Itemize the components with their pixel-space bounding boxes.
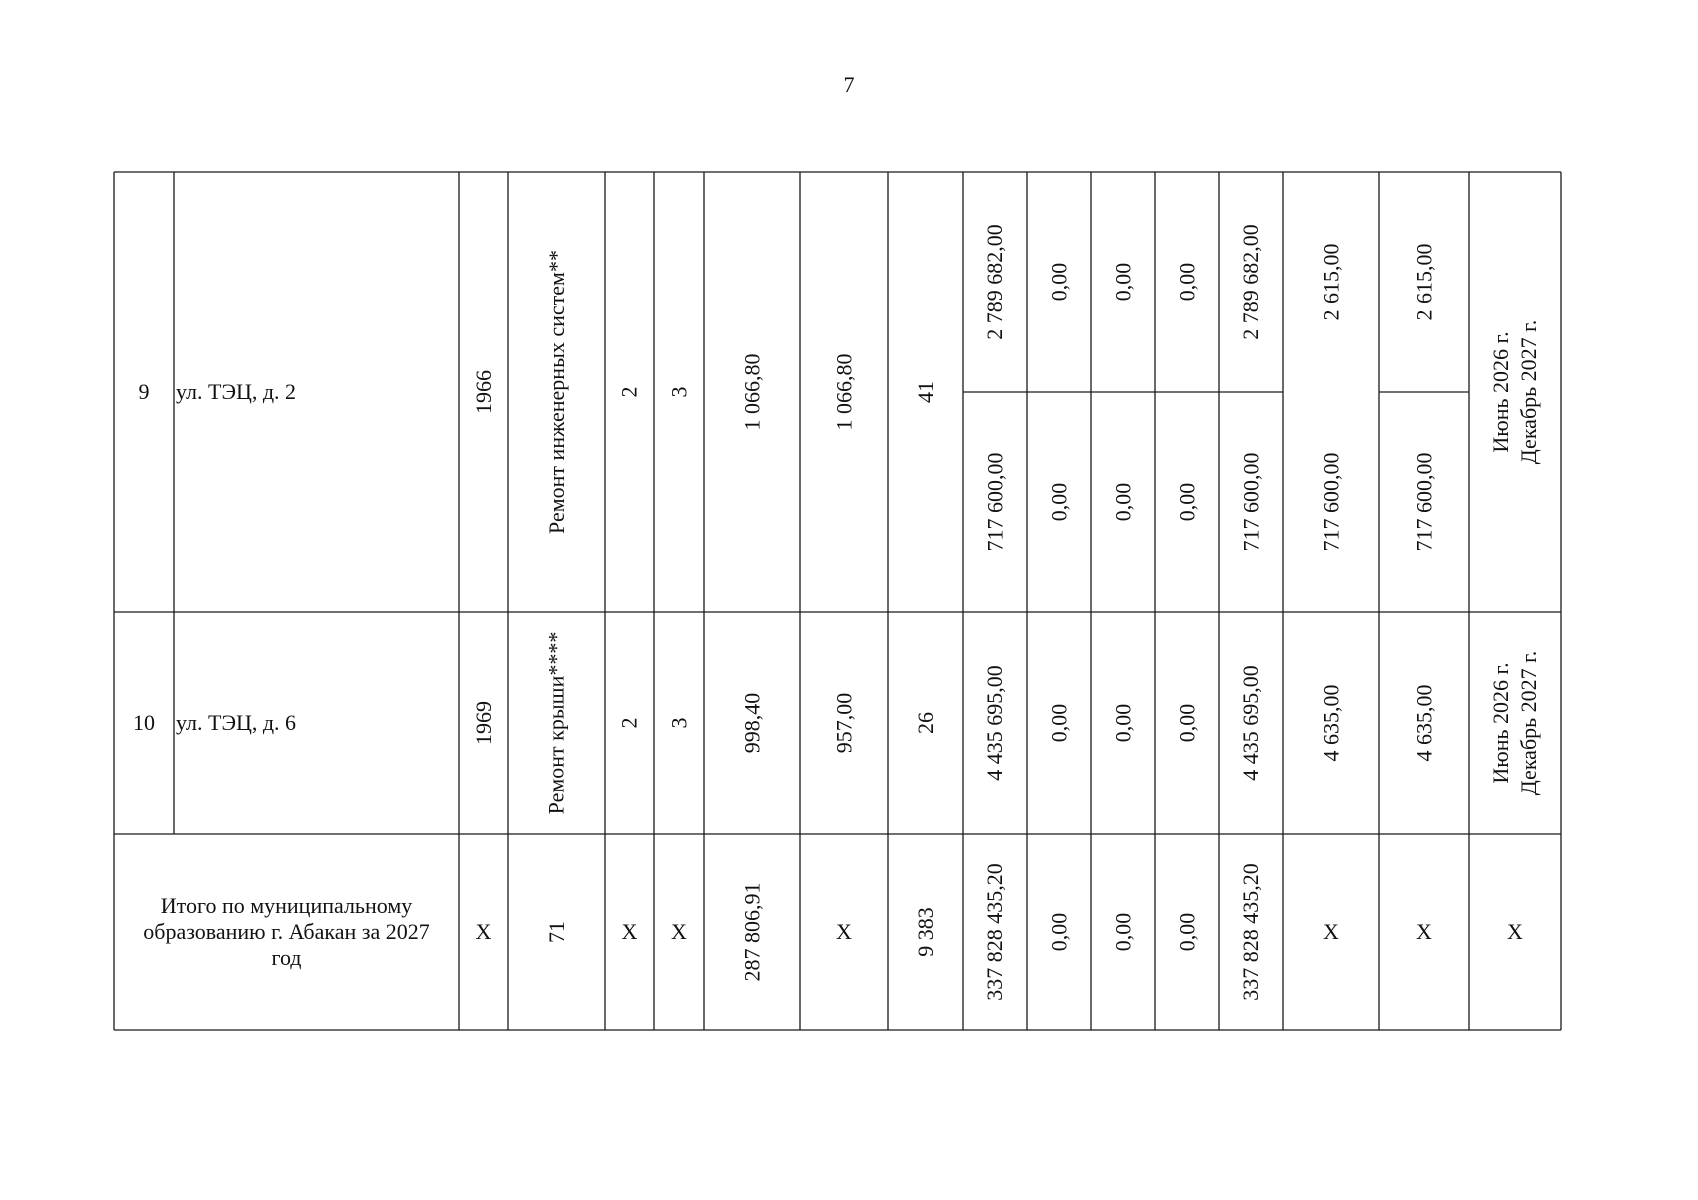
living-area-cell: 1 066,80 xyxy=(831,353,856,431)
period-cell: Июнь 2026 г. Декабрь 2027 г. xyxy=(1488,650,1541,796)
total-cost-cell: 0,00 xyxy=(1046,912,1071,952)
address-cell: ул. ТЭЦ, д. 2 xyxy=(176,379,297,404)
residents-cell: 26 xyxy=(912,712,938,734)
total-cost-cell: Х xyxy=(1323,919,1339,944)
cost-cell: 0,00 xyxy=(1046,262,1071,302)
cost-cell: 717 600,00 xyxy=(982,452,1007,552)
work-type-cell: Ремонт крыши**** xyxy=(543,631,569,815)
cost-cell: 0,00 xyxy=(1110,482,1135,522)
total-work-count: 71 xyxy=(543,921,569,943)
total-year-cell: Х xyxy=(475,919,492,944)
row-number: 9 xyxy=(138,379,150,404)
total-floors-cell: Х xyxy=(621,919,638,944)
cost-cell: 2 615,00 xyxy=(1318,243,1343,321)
entrances-cell: 3 xyxy=(666,717,691,729)
year-cell: 1966 xyxy=(470,370,496,414)
total-period-cell: Х xyxy=(1507,919,1523,944)
cost-cell: 0,00 xyxy=(1174,703,1199,743)
cost-cell: 0,00 xyxy=(1174,262,1199,302)
page-number: 7 xyxy=(843,72,855,97)
cost-cell: 0,00 xyxy=(1174,482,1199,522)
row-number: 10 xyxy=(133,710,155,735)
total-cost-cell: 337 828 435,20 xyxy=(982,863,1007,1001)
total-cost-cell: 337 828 435,20 xyxy=(1238,863,1263,1001)
floors-cell: 2 xyxy=(616,717,642,729)
total-cost-cell: 0,00 xyxy=(1174,912,1199,952)
total-area-cell: 998,40 xyxy=(739,692,764,754)
residents-cell: 41 xyxy=(912,381,938,403)
cost-cell: 4 635,00 xyxy=(1318,684,1343,762)
cost-cell: 4 435 695,00 xyxy=(1238,665,1263,781)
period-cell: Июнь 2026 г. Декабрь 2027 г. xyxy=(1488,319,1541,465)
cost-cell: 2 789 682,00 xyxy=(982,224,1007,340)
total-residents-cell: 9 383 xyxy=(912,907,938,957)
cost-cell: 0,00 xyxy=(1110,262,1135,302)
cost-cell: 0,00 xyxy=(1046,703,1071,743)
cost-cell: 717 600,00 xyxy=(1318,452,1343,552)
total-cost-cell: Х xyxy=(1416,919,1432,944)
floors-cell: 2 xyxy=(616,386,642,398)
entrances-cell: 3 xyxy=(666,386,691,398)
year-cell: 1969 xyxy=(470,701,496,745)
work-type-cell: Ремонт инженерных систем** xyxy=(543,250,569,534)
total-living-area-cell: Х xyxy=(836,919,852,944)
address-cell: ул. ТЭЦ, д. 6 xyxy=(176,710,297,735)
cost-cell: 2 789 682,00 xyxy=(1238,224,1263,340)
total-area-cell: 287 806,91 xyxy=(739,882,764,982)
cost-cell: 4 435 695,00 xyxy=(982,665,1007,781)
total-entrances-cell: Х xyxy=(671,919,687,944)
total-area-cell: 1 066,80 xyxy=(739,353,764,431)
total-cost-cell: 0,00 xyxy=(1110,912,1135,952)
cost-cell: 2 615,00 xyxy=(1411,243,1436,321)
cost-cell: 717 600,00 xyxy=(1411,452,1436,552)
cost-cell: 0,00 xyxy=(1110,703,1135,743)
cost-cell: 0,00 xyxy=(1046,482,1071,522)
living-area-cell: 957,00 xyxy=(831,692,856,754)
total-label: Итого по муниципальному образованию г. Абакан за 2027 год xyxy=(143,893,430,970)
cost-cell: 4 635,00 xyxy=(1411,684,1436,762)
cost-cell: 717 600,00 xyxy=(1238,452,1263,552)
